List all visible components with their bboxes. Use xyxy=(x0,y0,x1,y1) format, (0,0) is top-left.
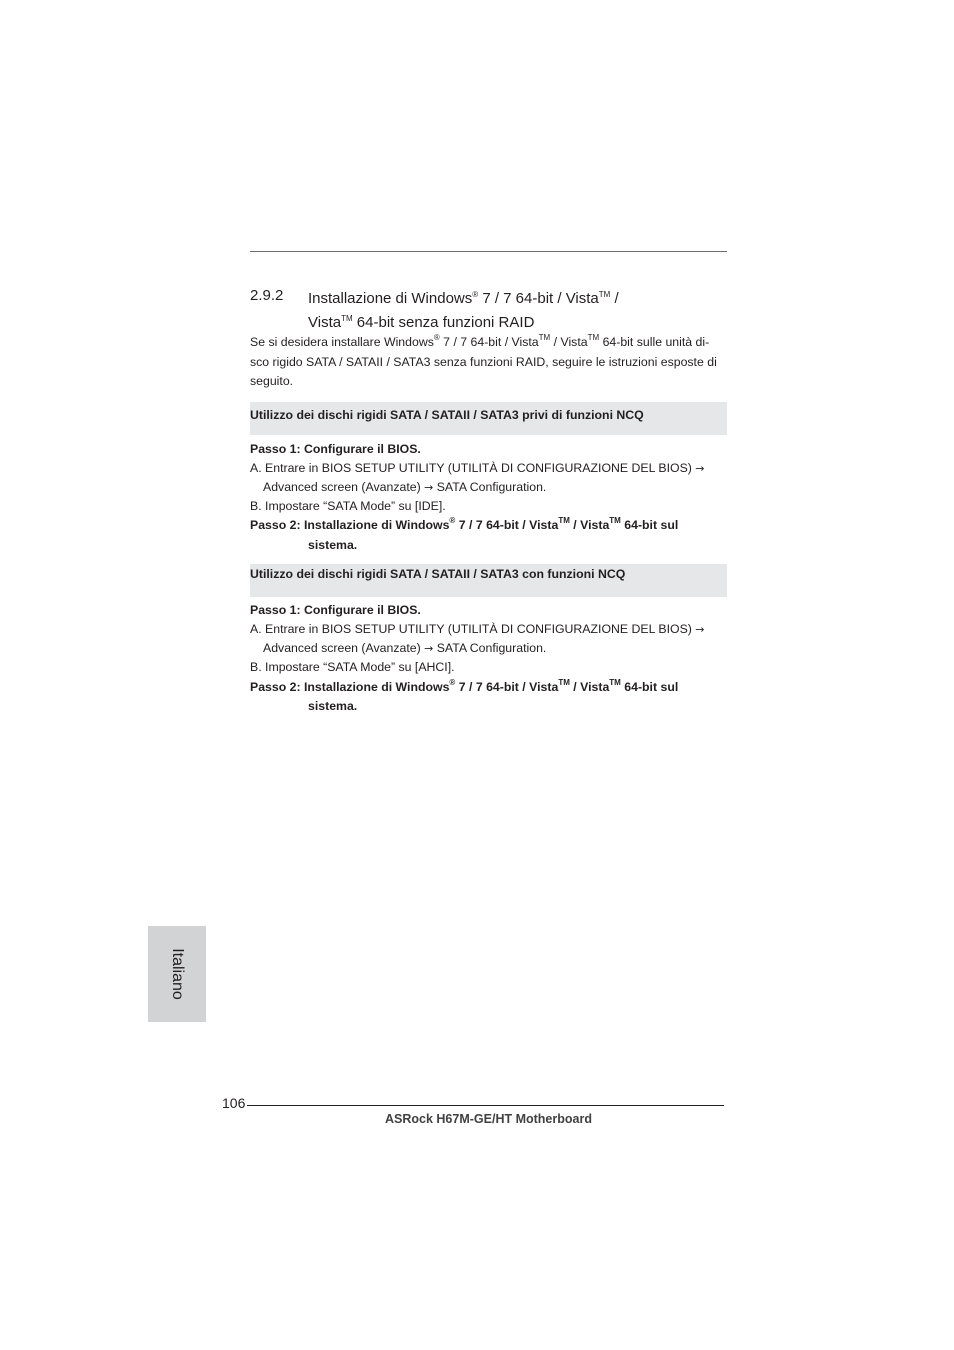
block1-step1-title: Passo 1: Configurare il BIOS. xyxy=(250,442,421,456)
arrow-right-icon: → xyxy=(695,462,705,475)
block2-step1-a-cont: Advanced screen (Avanzate) → SATA Configuration. xyxy=(263,641,547,655)
page-number: 106 xyxy=(222,1095,246,1111)
arrow-right-icon: → xyxy=(424,642,434,655)
block1-step2-cont: sistema. xyxy=(308,538,358,552)
section-number: 2.9.2 xyxy=(250,287,284,304)
arrow-right-icon: → xyxy=(695,623,705,636)
block1-step1-b: B. Impostare “SATA Mode” su [IDE]. xyxy=(250,499,446,513)
block2-step1-a: A. Entrare in BIOS SETUP UTILITY (UTILITÀ DI CONFIGURAZIONE DEL BIOS) → xyxy=(250,622,705,636)
block1-step1-a-cont: Advanced screen (Avanzate) → SATA Configuration. xyxy=(263,480,547,494)
language-side-tab-label: Italiano xyxy=(169,948,186,1000)
block1-step1-a: A. Entrare in BIOS SETUP UTILITY (UTILITÀ DI CONFIGURAZIONE DEL BIOS) → xyxy=(250,461,705,475)
footer-rule xyxy=(247,1105,724,1106)
arrow-right-icon: → xyxy=(424,481,434,494)
ncq-off-heading: Utilizzo dei dischi rigidi SATA / SATAII / SATA3 privi di funzioni NCQ xyxy=(250,408,644,422)
block2-step2: Passo 2: Installazione di Windows® 7 / 7 64-bit / Vista™ / Vista™ 64-bit sul xyxy=(250,678,679,694)
top-rule xyxy=(250,251,727,252)
section-title: Installazione di Windows® 7 / 7 64-bit / Vista™ / Vista™ 64-bit senza funzioni RAID xyxy=(308,290,619,331)
ncq-on-heading: Utilizzo dei dischi rigidi SATA / SATAII / SATA3 con funzioni NCQ xyxy=(250,567,626,581)
block1-step2: Passo 2: Installazione di Windows® 7 / 7 64-bit / Vista™ / Vista™ 64-bit sul xyxy=(250,516,679,532)
block2-step1-b: B. Impostare “SATA Mode” su [AHCI]. xyxy=(250,660,455,674)
block2-step2-cont: sistema. xyxy=(308,699,358,713)
intro-paragraph: Se si desidera installare Windows® 7 / 7 64-bit / Vista™ / Vista™ 64-bit sulle unità di-sco rigido SATA / SATAII / SATA3 senza funzioni RAID, seguire le istruzioni esposte di seguito. xyxy=(250,333,717,388)
block2-step1-title: Passo 1: Configurare il BIOS. xyxy=(250,603,421,617)
footer-product-name: ASRock H67M-GE/HT Motherboard xyxy=(385,1112,592,1126)
